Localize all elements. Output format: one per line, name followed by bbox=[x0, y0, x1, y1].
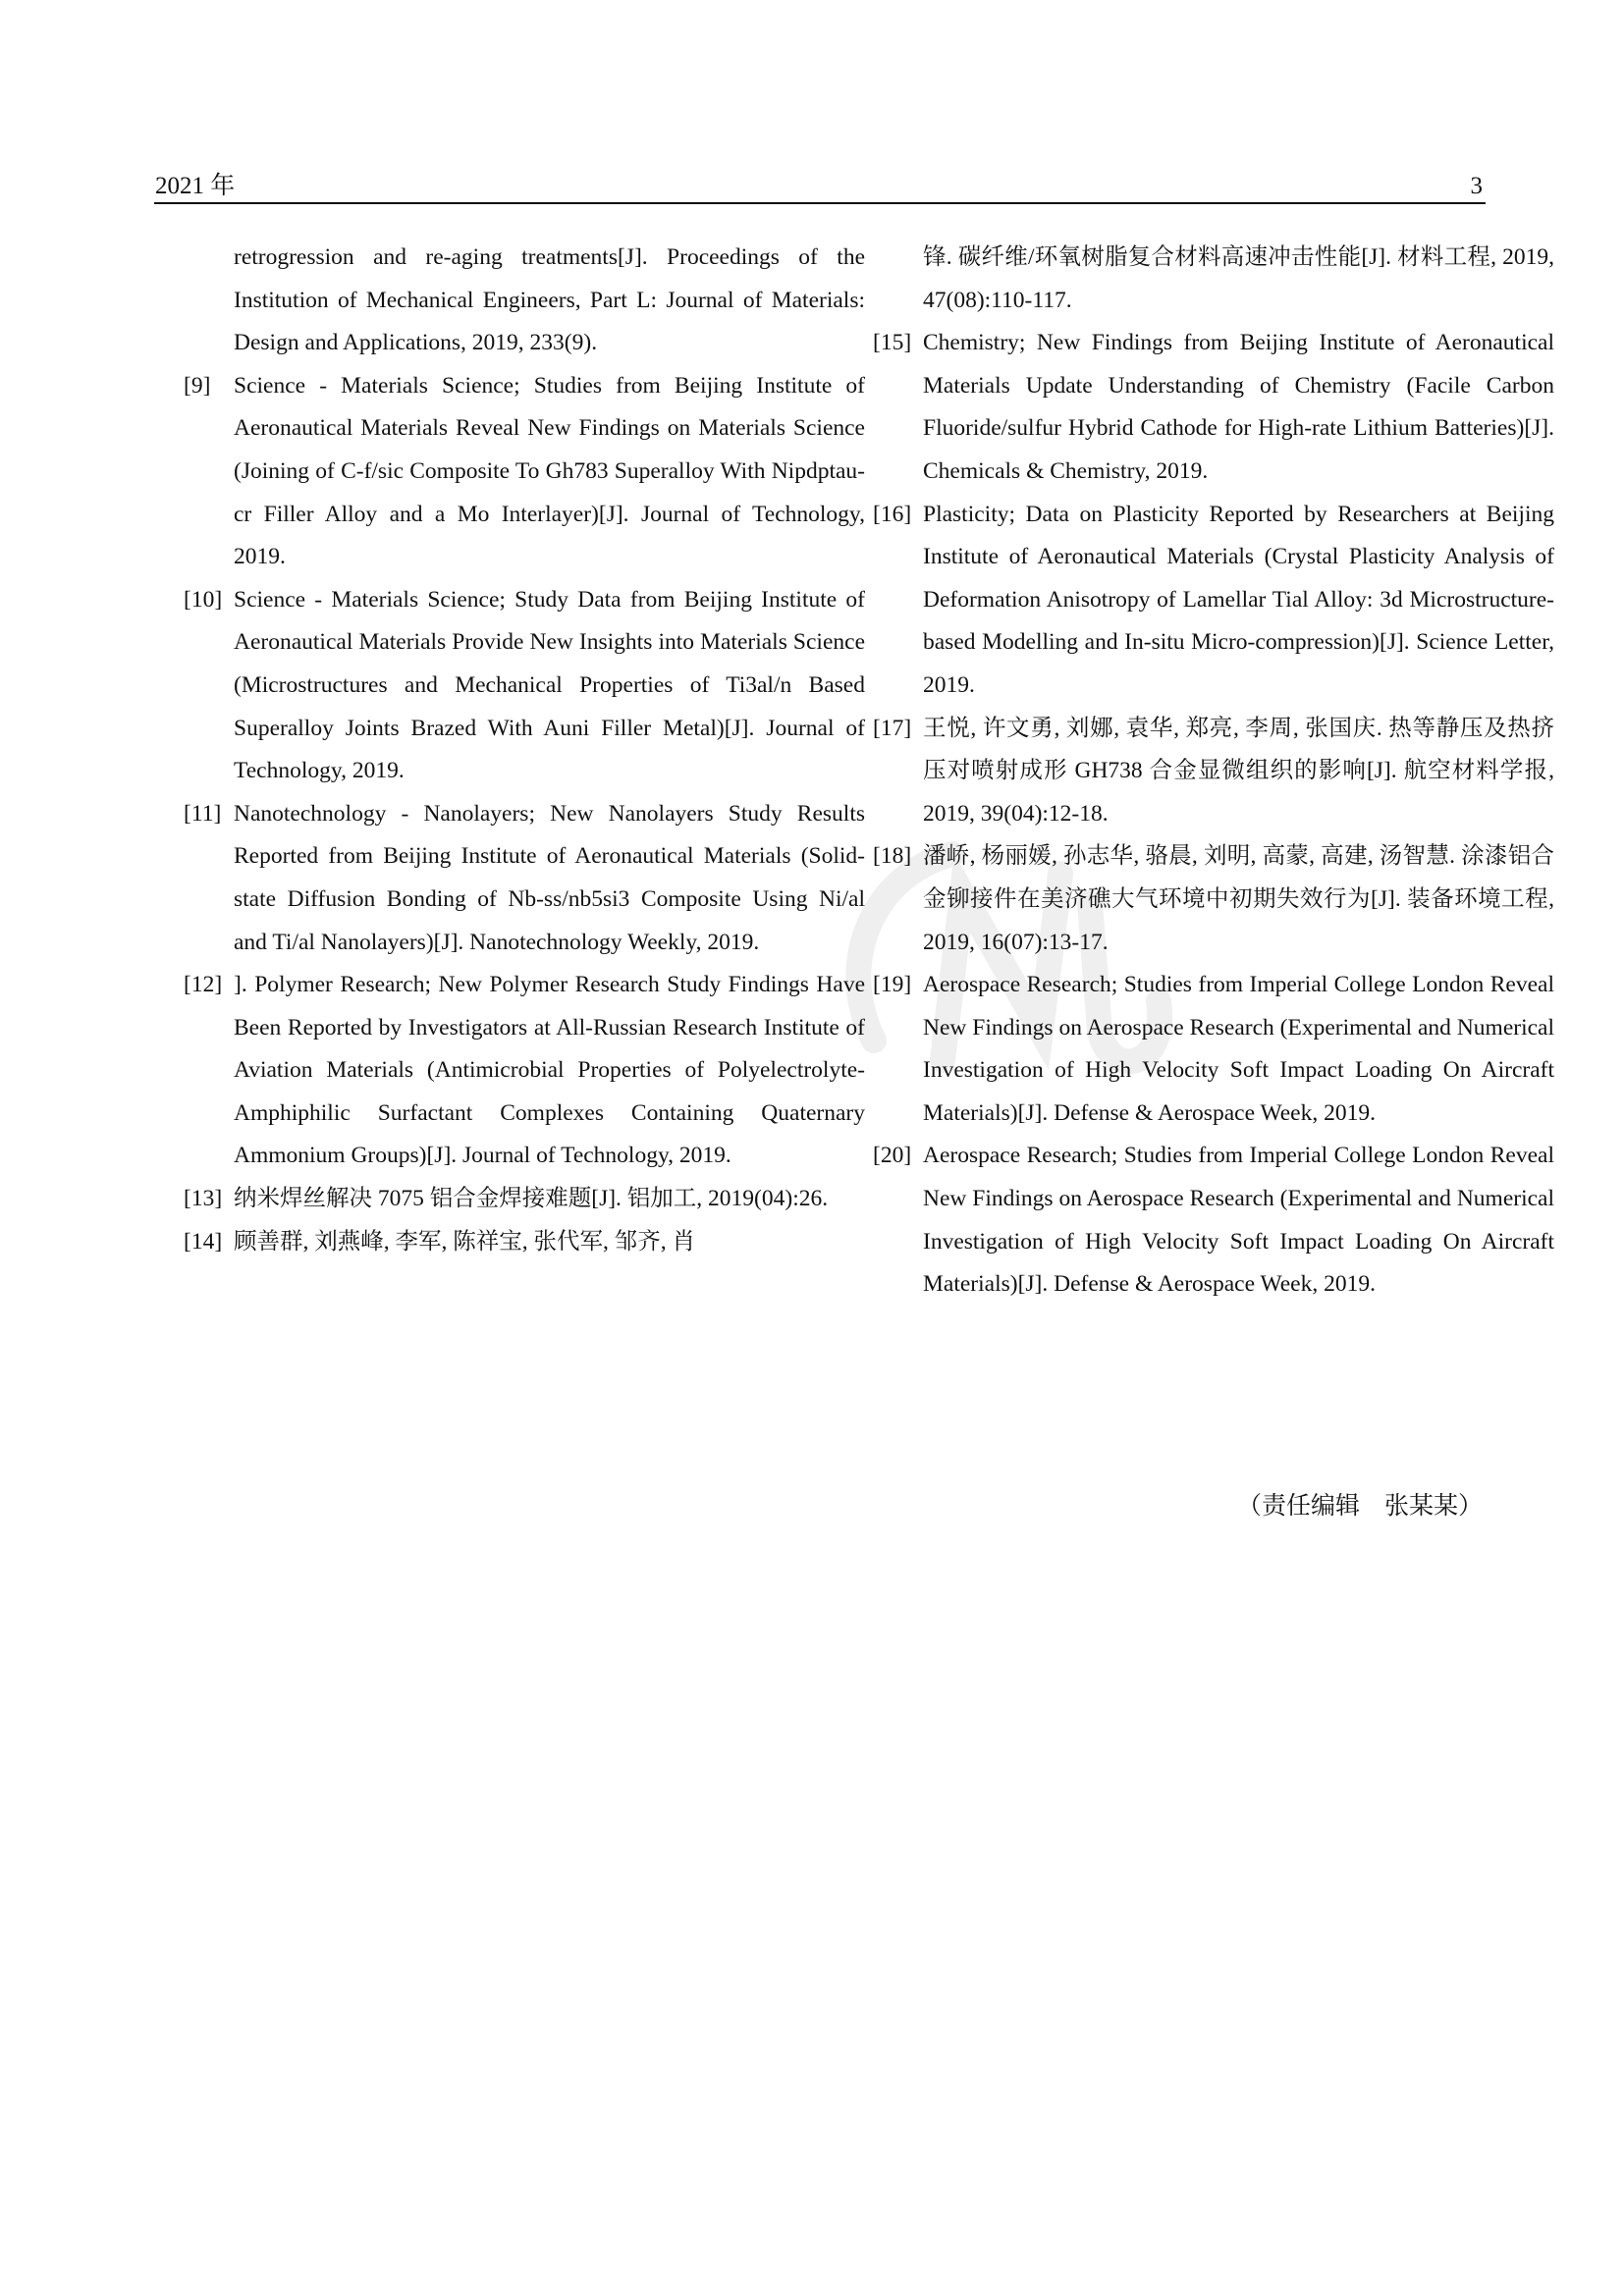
reference-item bbox=[873, 1135, 1554, 1306]
reference-item bbox=[184, 365, 865, 579]
reference-item bbox=[184, 793, 865, 964]
header-divider bbox=[154, 202, 1486, 204]
reference-text: Science - Materials Science; Studies from Beijing Institute of Aeronautical Materials Reveal New Findings on Materials Science (Joining of C-f/sic Composite To Gh783 Superalloy With Nipdptau-cr Filler Alloy and a Mo Interlayer)[J]. Journal of Technology, 2019. bbox=[234, 372, 865, 570]
reference-number: [19] bbox=[873, 972, 912, 998]
reference-number: [11] bbox=[184, 800, 222, 827]
reference-item bbox=[873, 964, 1554, 1135]
right-column bbox=[873, 237, 1554, 1307]
reference-text: 纳米焊丝解决 7075 铝合金焊接难题[J]. 铝加工, 2019(04):26. bbox=[234, 1186, 829, 1212]
reference-number: [12] bbox=[184, 972, 223, 998]
reference-item bbox=[873, 322, 1554, 493]
reference-number: [18] bbox=[873, 843, 912, 870]
reference-number: [13] bbox=[184, 1186, 223, 1212]
reference-text: ]. Polymer Research; New Polymer Research Study Findings Have Been Reported by Investigators at All-Russian Research Institute of Aviation Materials (Antimicrobial Properties of Polyelectrolyte-Amphiphilic Surfactant Complexes Containing Quaternary Ammonium Groups)[J]. Journal of Technology, 2019. bbox=[234, 972, 865, 1169]
reference-item bbox=[184, 579, 865, 793]
page-number: 3 bbox=[1470, 173, 1483, 199]
reference-text: Plasticity; Data on Plasticity Reported by Researchers at Beijing Institute of Aeronautical Materials (Crystal Plasticity Analysis of Deformation Anisotropy of Lamellar Tial Alloy: 3d Microstructure-based Modelling and In-situ Micro-compression)[J]. Science Letter, 2019. bbox=[923, 501, 1554, 698]
reference-item bbox=[873, 708, 1554, 836]
reference-text: Aerospace Research; Studies from Imperial College London Reveal New Findings on Aerospace Research (Experimental and Numerical Investigation of High Velocity Soft Impact Loading On Aircraft Materials)[J]. Defense & Aerospace Week, 2019. bbox=[923, 1143, 1554, 1298]
editor-note: （责任编辑 张某某） bbox=[1236, 1493, 1483, 1520]
reference-number: [14] bbox=[184, 1228, 223, 1255]
reference-text: 潘峤, 杨丽媛, 孙志华, 骆晨, 刘明, 高蒙, 高建, 汤智慧. 涂漆铝合金铆接件在美济礁大气环境中初期失效行为[J]. 装备环境工程, 2019, 16(07):13-17. bbox=[923, 843, 1554, 955]
reference-number: [10] bbox=[184, 586, 223, 613]
reference-text: Science - Materials Science; Study Data from Beijing Institute of Aeronautical Materials Provide New Insights into Materials Science (Microstructures and Mechanical Properties of Ti3al/n Based Superalloy Joints Brazed With Auni Filler Metal)[J]. Journal of Technology, 2019. bbox=[234, 586, 865, 784]
reference-item bbox=[184, 1221, 865, 1264]
reference-number: [17] bbox=[873, 715, 912, 741]
header-year: 2021 年 bbox=[155, 173, 236, 199]
reference-text: 顾善群, 刘燕峰, 李军, 陈祥宝, 张代军, 邹齐, 肖 bbox=[234, 1228, 695, 1255]
reference-number: [20] bbox=[873, 1143, 912, 1169]
reference-number: [9] bbox=[184, 372, 211, 399]
reference-item bbox=[184, 964, 865, 1178]
reference-continuation: retrogression and re-aging treatments[J]. Proceedings of the Institution of Mechanical Engineers, Part L: Journal of Materials: Design and Applications, 2019, 233(9). bbox=[234, 244, 865, 356]
reference-continuation: 锋. 碳纤维/环氧树脂复合材料高速冲击性能[J]. 材料工程, 2019, 47(08):110-117. bbox=[923, 244, 1554, 313]
reference-text: 王悦, 许文勇, 刘娜, 袁华, 郑亮, 李周, 张国庆. 热等静压及热挤压对喷射成形 GH738 合金显微组织的影响[J]. 航空材料学报, 2019, 39(04):12-18. bbox=[923, 715, 1554, 827]
reference-item bbox=[873, 835, 1554, 964]
reference-number: [15] bbox=[873, 330, 912, 356]
reference-text: Chemistry; New Findings from Beijing Institute of Aeronautical Materials Update Understanding of Chemistry (Facile Carbon Fluoride/sulfur Hybrid Cathode for High-rate Lithium Batteries)[J]. Chemicals & Chemistry, 2019. bbox=[923, 330, 1554, 484]
reference-number: [16] bbox=[873, 501, 912, 527]
reference-item bbox=[184, 1178, 865, 1221]
reference-text: Nanotechnology - Nanolayers; New Nanolayers Study Results Reported from Beijing Institute of Aeronautical Materials (Solid-state Diffusion Bonding of Nb-ss/nb5si3 Composite Using Ni/al and Ti/al Nanolayers)[J]. Nanotechnology Weekly, 2019. bbox=[234, 800, 865, 955]
left-column bbox=[184, 237, 865, 1263]
reference-text: Aerospace Research; Studies from Imperial College London Reveal New Findings on Aerospace Research (Experimental and Numerical Investigation of High Velocity Soft Impact Loading On Aircraft Materials)[J]. Defense & Aerospace Week, 2019. bbox=[923, 972, 1554, 1126]
reference-item bbox=[873, 494, 1554, 708]
